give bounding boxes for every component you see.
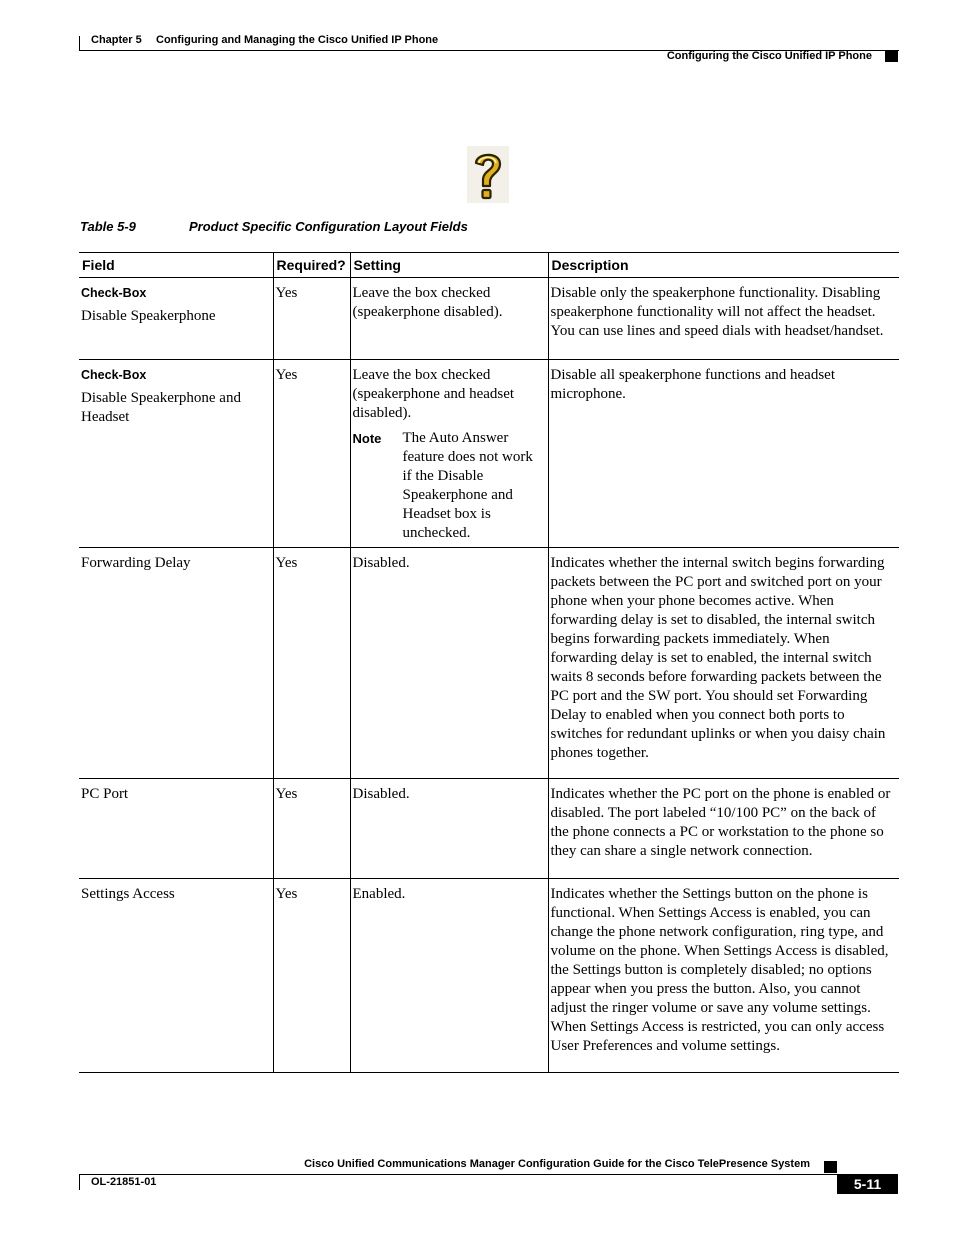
field-type: Check-Box xyxy=(81,368,147,382)
header-marker xyxy=(885,50,898,62)
field-cell: Settings Access xyxy=(81,886,175,902)
required-cell: Yes xyxy=(273,779,350,879)
description-cell: Indicates whether the PC port on the phone is enabled or disabled. The port labeled “10/100 PC” on the back of the phone connects a PC or workstation to the phone so they can share a single network connection. xyxy=(548,779,899,879)
footer-rule-vertical xyxy=(79,1174,80,1190)
table-caption-number: Table 5-9 xyxy=(80,219,136,234)
column-header-setting: Setting xyxy=(350,253,548,278)
setting-cell: Leave the box checked (speakerphone disabled). xyxy=(350,278,548,360)
field-cell xyxy=(79,278,273,360)
column-header-field: Field xyxy=(82,257,115,273)
field-cell xyxy=(79,360,273,548)
description-cell: Disable only the speakerphone functionality. Disabling speakerphone functionality will not affect the headset. You can use lines and speed dials with headset/handset. xyxy=(548,278,899,360)
field-cell: PC Port xyxy=(81,786,129,802)
setting-text: Leave the box checked (speakerphone and headset disabled). xyxy=(352,367,515,421)
description-cell: Indicates whether the internal switch begins forwarding packets between the PC port and switched port on your phone when your phone becomes active. When forwarding delay is set to disabled, the internal switch begins forwarding packets immediately. When forwarding delay is set to enabled, the internal switch waits 8 seconds before forwarding packets between the PC port and the SW port. You should set Forwarding Delay to enabled when you connect both ports to switches for redundant uplinks or when you daisy chain phones together. xyxy=(548,548,899,779)
required-cell: Yes xyxy=(273,548,350,779)
setting-cell: Enabled. xyxy=(350,879,548,1073)
note-label: Note xyxy=(352,431,382,446)
required-cell: Yes xyxy=(273,360,350,548)
document-number: OL-21851-01 xyxy=(91,1176,157,1188)
column-header-description: Description xyxy=(548,253,899,278)
table-row xyxy=(79,879,899,1073)
column-header-required: Required? xyxy=(273,253,350,278)
note-text: The Auto Answer feature does not work if the Disable Speakerphone and Headset box is unchecked. xyxy=(402,430,533,541)
setting-cell xyxy=(350,360,548,548)
footer-marker xyxy=(824,1161,837,1173)
description-cell: Disable all speakerphone functions and headset microphone. xyxy=(548,360,899,548)
table-row xyxy=(79,360,899,548)
required-cell: Yes xyxy=(273,879,350,1073)
field-cell: Forwarding Delay xyxy=(81,555,191,571)
table-caption-title: Product Specific Configuration Layout Fields xyxy=(189,219,468,234)
field-name: Disable Speakerphone xyxy=(81,308,216,324)
section-title: Configuring the Cisco Unified IP Phone xyxy=(666,50,872,62)
footer-guide-title: Cisco Unified Communications Manager Configuration Guide for the Cisco TelePresence System xyxy=(304,1158,810,1170)
field-name: Disable Speakerphone and Headset xyxy=(81,390,241,425)
table-row xyxy=(79,779,899,879)
setting-cell: Disabled. xyxy=(350,548,548,779)
table-header-row xyxy=(79,253,899,278)
setting-cell: Disabled. xyxy=(350,779,548,879)
required-cell: Yes xyxy=(273,278,350,360)
chapter-title: Configuring and Managing the Cisco Unified IP Phone xyxy=(156,34,439,46)
help-question-icon xyxy=(467,146,509,203)
field-type: Check-Box xyxy=(81,286,147,300)
table-row xyxy=(79,548,899,779)
footer-rule xyxy=(79,1174,837,1175)
chapter-number: Chapter 5 xyxy=(91,34,142,46)
note xyxy=(353,429,545,543)
page-number: 5-11 xyxy=(837,1174,898,1194)
configuration-table xyxy=(79,252,899,1073)
table-row xyxy=(79,278,899,360)
description-cell: Indicates whether the Settings button on the phone is functional. When Settings Access is enabled, you can change the phone network configuration, ring type, and volume on the phone. When Settings Access is disabled, the Settings button is completely disabled; no options appear when you press the button. Also, you cannot adjust the ringer volume or save any volume settings. When Settings Access is restricted, you can only access User Preferences and volume settings. xyxy=(548,879,899,1073)
header-rule-vertical xyxy=(79,36,80,50)
